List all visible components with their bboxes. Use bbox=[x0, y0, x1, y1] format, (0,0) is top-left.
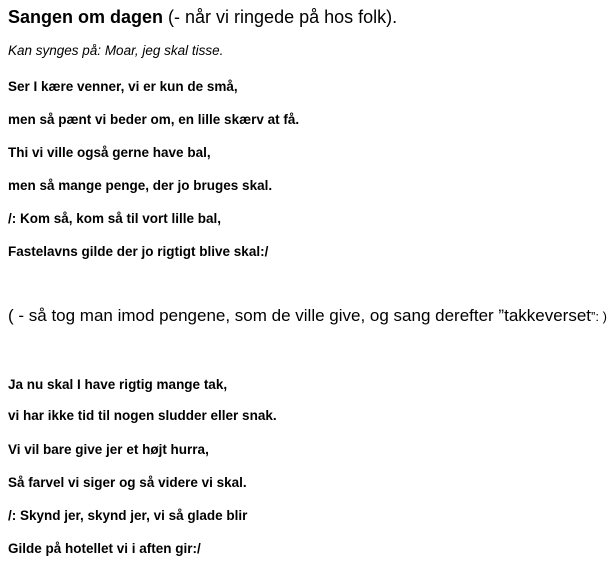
verse2-line-5: /: Skynd jer, skynd jer, vi så glade blir bbox=[8, 508, 248, 523]
verse1-line-4: men så mange penge, der jo bruges skal. bbox=[8, 178, 273, 193]
interlude-text: ( - så tog man imod pengene, som de ville give, og sang derefter ”takkeverset bbox=[8, 306, 592, 325]
verse1-line-6: Fastelavns gilde der jo rigtigt blive skal:/ bbox=[8, 244, 269, 259]
verse2-line-2: vi har ikke tid til nogen sludder eller snak. bbox=[8, 408, 277, 423]
verse1-line-3: Thi vi ville også gerne have bal, bbox=[8, 145, 211, 160]
verse2-line-1: Ja nu skal I have rigtig mange tak, bbox=[8, 377, 228, 392]
song-title-bold: Sangen om dagen bbox=[8, 7, 164, 27]
melody-note: Kan synges på: Moar, jeg skal tisse. bbox=[8, 43, 224, 58]
song-title bbox=[8, 5, 397, 29]
song-title-note: (- når vi ringede på hos folk). bbox=[163, 7, 398, 27]
interlude-tail: ”: ) bbox=[591, 309, 607, 324]
interlude-note bbox=[8, 305, 607, 328]
verse1-line-5: /: Kom så, kom så til vort lille bal, bbox=[8, 211, 222, 226]
verse2-line-4: Så farvel vi siger og så videre vi skal. bbox=[8, 475, 247, 490]
verse1-line-2: men så pænt vi beder om, en lille skærv at få. bbox=[8, 112, 300, 127]
verse2-line-3: Vi vil bare give jer et højt hurra, bbox=[8, 442, 209, 457]
verse1-line-1: Ser I kære venner, vi er kun de små, bbox=[8, 79, 238, 94]
verse2-line-6: Gilde på hotellet vi i aften gir:/ bbox=[8, 541, 201, 556]
